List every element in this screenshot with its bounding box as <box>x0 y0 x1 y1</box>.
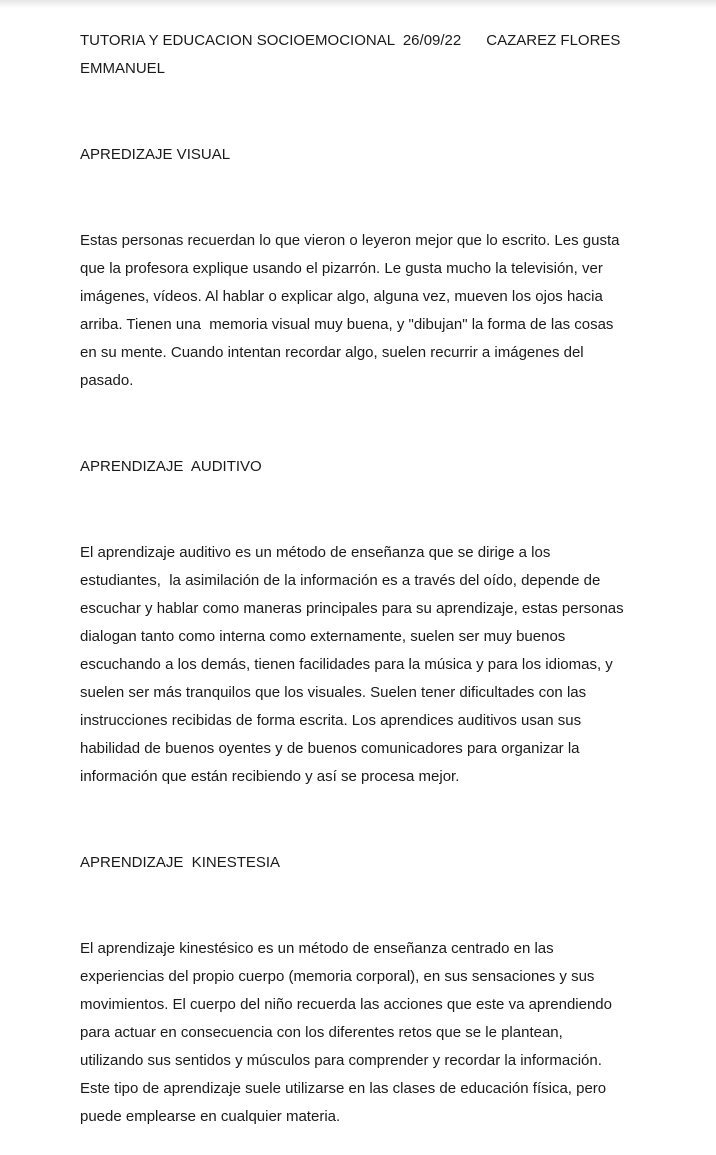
paragraph-line: puede emplearse en cualquier materia. <box>80 1108 341 1125</box>
paragraph-line: dialogan tanto como interna como externamente, suelen ser muy buenos <box>80 628 566 645</box>
document-header <box>80 27 652 83</box>
section-title-auditivo: APRENDIZAJE AUDITIVO <box>80 458 262 475</box>
section-title-visual: APREDIZAJE VISUAL <box>80 146 231 163</box>
paragraph-line: escuchando a los demás, tienen facilidades para la música y para los idiomas, y <box>80 656 613 673</box>
paragraph-line: instrucciones recibidas de forma escrita. Los aprendices auditivos usan sus <box>80 712 582 729</box>
document-page <box>80 27 652 1131</box>
paragraph-line: utilizando sus sentidos y músculos para comprender y recordar la información. <box>80 1052 602 1069</box>
paragraph-line: Estas personas recuerdan lo que vieron o leyeron mejor que lo escrito. Les gusta <box>80 232 620 249</box>
paragraph-auditivo <box>80 539 652 791</box>
paragraph-line: imágenes, vídeos. Al hablar o explicar algo, alguna vez, mueven los ojos hacia <box>80 288 603 305</box>
paragraph-line: pasado. <box>80 372 134 389</box>
header-line-2: EMMANUEL <box>80 60 166 77</box>
paragraph-line: El aprendizaje auditivo es un método de enseñanza que se dirige a los <box>80 544 551 561</box>
paragraph-line: suelen ser más tranquilos que los visuales. Suelen tener dificultades con las <box>80 684 587 701</box>
section-title-kinestesia: APRENDIZAJE KINESTESIA <box>80 854 281 871</box>
paragraph-line: escuchar y hablar como maneras principales para su aprendizaje, estas personas <box>80 600 624 617</box>
paragraph-line: estudiantes, la asimilación de la información es a través del oído, depende de <box>80 572 601 589</box>
paragraph-visual <box>80 227 652 395</box>
paragraph-kinestesia <box>80 935 652 1131</box>
paragraph-line: arriba. Tienen una memoria visual muy buena, y "dibujan" la forma de las cosas <box>80 316 614 333</box>
header-line-1: TUTORIA Y EDUCACION SOCIOEMOCIONAL 26/09/22 CAZAREZ FLORES <box>80 32 621 49</box>
paragraph-line: en su mente. Cuando intentan recordar algo, suelen recurrir a imágenes del <box>80 344 584 361</box>
paragraph-line: que la profesora explique usando el pizarrón. Le gusta mucho la televisión, ver <box>80 260 603 277</box>
paragraph-line: experiencias del propio cuerpo (memoria corporal), en sus sensaciones y sus <box>80 968 595 985</box>
paragraph-line: información que están recibiendo y así se procesa mejor. <box>80 768 460 785</box>
paragraph-line: para actuar en consecuencia con los diferentes retos que se le plantean, <box>80 1024 563 1041</box>
page-top-edge <box>0 0 716 8</box>
paragraph-line: habilidad de buenos oyentes y de buenos comunicadores para organizar la <box>80 740 580 757</box>
paragraph-line: Este tipo de aprendizaje suele utilizarse en las clases de educación física, pero <box>80 1080 607 1097</box>
paragraph-line: El aprendizaje kinestésico es un método de enseñanza centrado en las <box>80 940 554 957</box>
paragraph-line: movimientos. El cuerpo del niño recuerda las acciones que este va aprendiendo <box>80 996 612 1013</box>
